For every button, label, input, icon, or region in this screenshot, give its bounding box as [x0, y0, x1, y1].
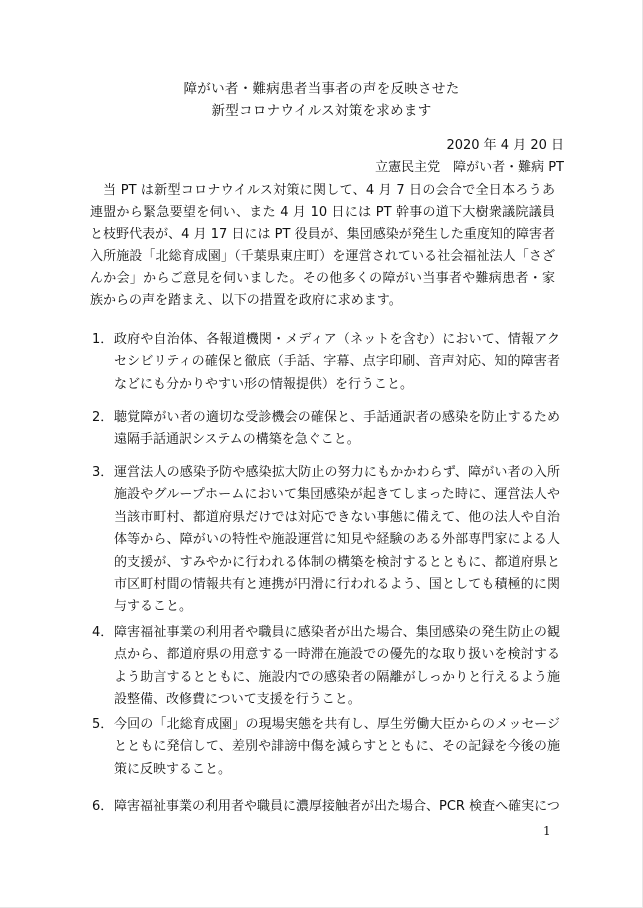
list-item-text: 聴覚障がい者の適切な受診機会の確保と、手話通訳者の感染を防止するため遠隔手話通訳システムの構築を急ぐこと。: [114, 410, 560, 448]
list-item-number: 4．: [92, 625, 114, 640]
intro-paragraph: 当 PT は新型コロナウイルス対策に関して、4 月 7 日の会合で全日本ろうあ連盟から緊急要望を伺い、また 4 月 10 日には PT 幹事の道下大樹衆議院議員と枝野代表が、4 月 17 日には PT 役員が、集団感染が発生した重度知的障害者入所施設「北総育成園」（千葉県東庄町）を運営されている社会福祉法人「さざんか会」からご意見を伺いました。その他多くの障がい当事者や難病患者・家族からの声を踏まえ、以下の措置を政府に求めます。: [90, 183, 555, 308]
document-title-line-1: 障がい者・難病患者当事者の声を反映させた: [183, 81, 460, 97]
page-number: 1: [543, 824, 551, 838]
list-item: [92, 714, 560, 781]
list-item-text: 政府や自治体、各報道機関・メディア（ネットを含む）において、情報アクセシビリティの確保と徹底（手話、字幕、点字印刷、音声対応、知的障害者などにも分かりやすい形の情報提供）を行うこと。: [114, 332, 560, 392]
list-item: [92, 462, 560, 619]
list-item-number: 3．: [92, 465, 114, 480]
list-item-text: 障害福祉事業の利用者や職員に感染者が出た場合、集団感染の発生防止の観点から、都道府県の用意する一時滞在施設での優先的な取り扱いを検討するよう助言するとともに、施設内での感染者の隔離がしっかりと行えるよう施設整備、改修費について支援を行うこと。: [114, 625, 560, 708]
document-date: 2020 年 4 月 20 日: [446, 138, 564, 153]
list-item-text: 運営法人の感染予防や感染拡大防止の努力にもかかわらず、障がい者の入所施設やグループホームにおいて集団感染が起きてしまった時に、運営法人や当該市町村、都道府県だけでは対応できない事態に備えて、他の法人や自治体等から、障がいの特性や施設運営に知見や経験のある外部専門家による人的支援が、すみやかに行われる体制の構築を検討するとともに、都道府県と市区町村間の情報共有と連携が円滑に行われるよう、国としても積極的に関与すること。: [114, 465, 560, 615]
list-item: [92, 407, 560, 452]
list-item-text: 障害福祉事業の利用者や職員に濃厚接触者が出た場合、PCR 検査へ確実につ: [114, 799, 560, 814]
list-item: [92, 796, 560, 818]
list-item: [92, 329, 560, 396]
list-item-number: 6．: [92, 799, 114, 814]
list-item-number: 1．: [92, 332, 114, 347]
list-item: [92, 622, 560, 712]
list-item-number: 2．: [92, 410, 114, 425]
document-title-line-2: 新型コロナウイルス対策を求めます: [211, 103, 432, 119]
list-item-number: 5．: [92, 717, 114, 732]
list-item-text: 今回の「北総育成園」の現場実態を共有し、厚生労働大臣からのメッセージとともに発信して、差別や誹謗中傷を減らすとともに、その記録を今後の施策に反映すること。: [114, 717, 560, 777]
document-author: 立憲民主党 障がい者・難病 PT: [375, 160, 564, 175]
